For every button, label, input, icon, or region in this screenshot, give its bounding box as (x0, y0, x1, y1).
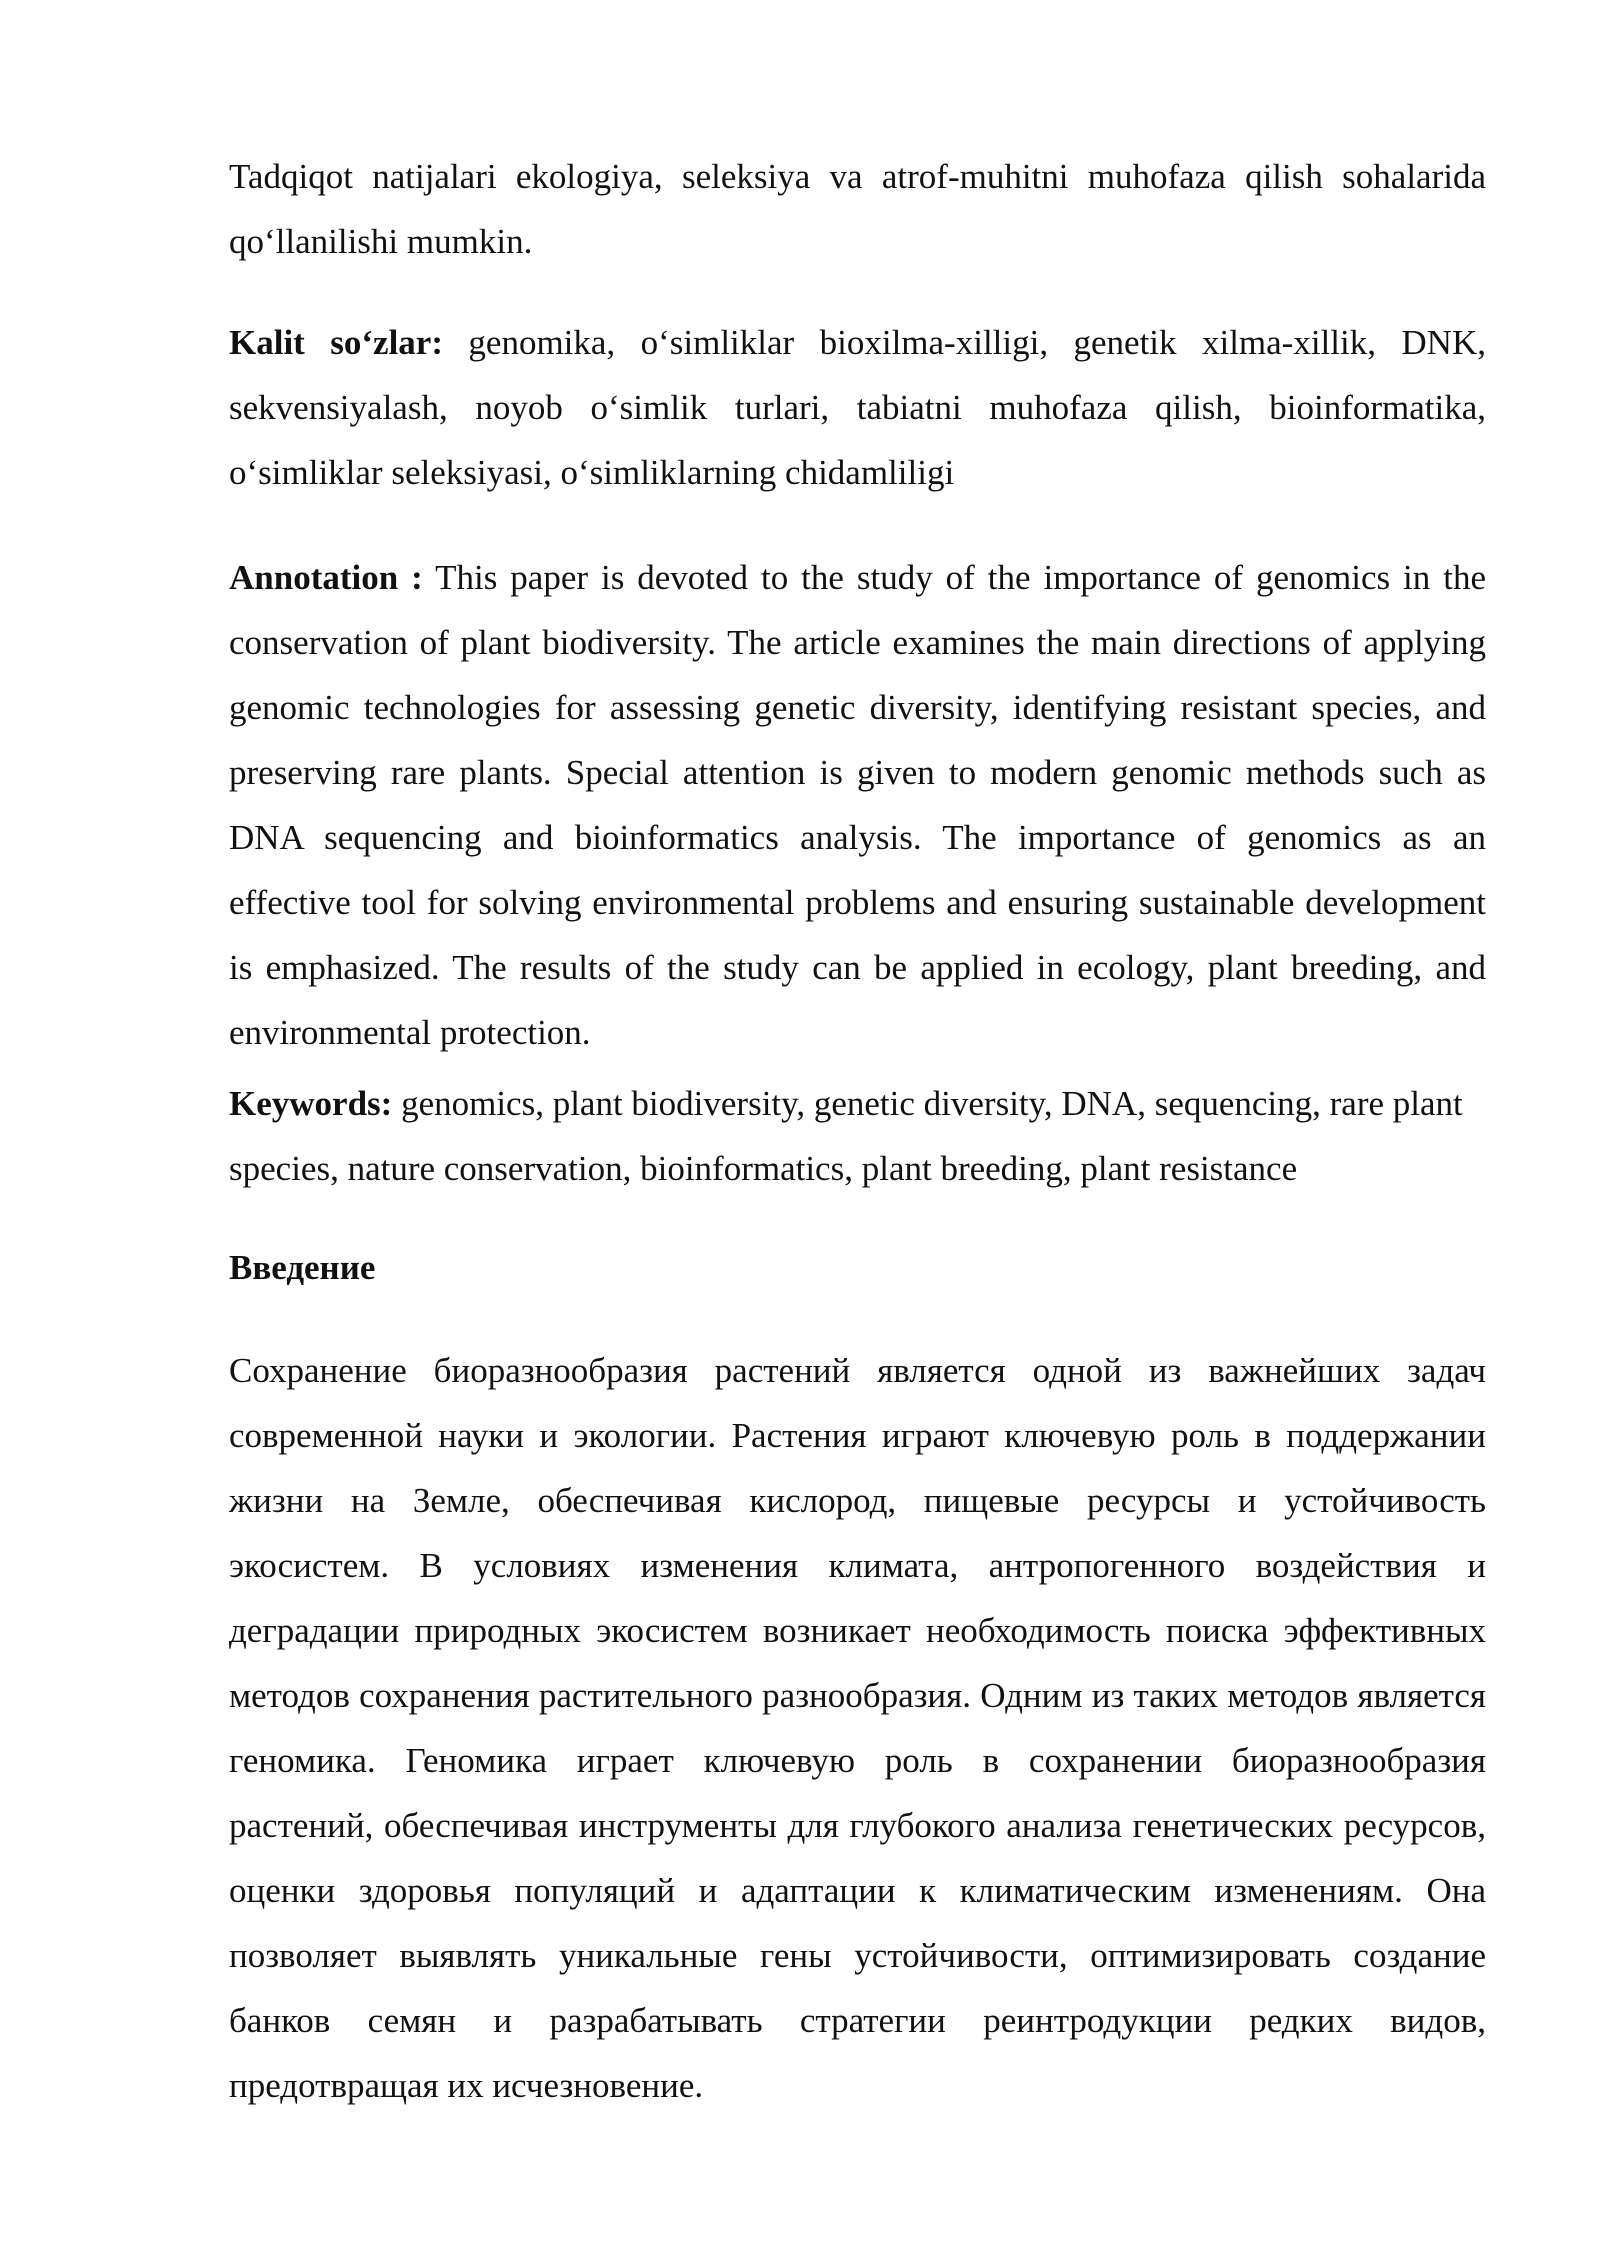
english-keywords-label: Keywords: (229, 1084, 393, 1123)
introduction-heading-block (229, 1235, 1486, 1300)
uzbek-keywords-text: genomika, o‘simliklar bioxilma-xilligi, genetik xilma-xillik, DNK, sekvensiyalash, noyob o‘simlik turlari, tabiatni muhofaza qilish, bioinformatika, o‘simliklar seleksiyasi, o‘simliklarning chidamliligi (229, 323, 1486, 492)
uzbek-keywords (229, 310, 1486, 505)
annotation-label: Annotation : (229, 558, 423, 597)
annotation-paragraph (229, 545, 1486, 1065)
annotation-section (229, 545, 1486, 1065)
introduction-paragraph: Сохранение биоразнообразия растений является одной из важнейших задач современной науки и экологии. Растения играют ключевую роль в поддержании жизни на Земле, обеспечивая кислород, пищевые ресурсы и устойчивость экосистем. В условиях изменения климата, антропогенного воздействия и деградации природных экосистем возникает необходимость поиска эффективных методов сохранения растительного разнообразия. Одним из таких методов является геномика. Геномика играет ключевую роль в сохранении биоразнообразия растений, обеспечивая инструменты для глубокого анализа генетических ресурсов, оценки здоровья популяций и адаптации к климатическим изменениям. Она позволяет выявлять уникальные гены устойчивости, оптимизировать создание банков семян и разрабатывать стратегии реинтродукции редких видов, предотвращая их исчезновение. (229, 1351, 1486, 2105)
english-keywords-text: genomics, plant biodiversity, genetic diversity, DNA, sequencing, rare plant species, nature conservation, bioinformatics, plant breeding, plant resistance (229, 1084, 1463, 1188)
annotation-text: This paper is devoted to the study of the importance of genomics in the conservation of plant biodiversity. The article examines the main directions of applying genomic technologies for assessing genetic diversity, identifying resistant species, and preserving rare plants. Special attention is given to modern genomic methods such as DNA sequencing and bioinformatics analysis. The importance of genomics as an effective tool for solving environmental problems and ensuring sustainable development is emphasized. The results of the study can be applied in ecology, plant breeding, and environmental protection. (229, 558, 1486, 1052)
section-heading: Введение (229, 1248, 376, 1287)
introduction-body (229, 1338, 1486, 2118)
abstract-continuation (229, 144, 1486, 274)
uzbek-keywords-label: Kalit so‘zlar: (229, 323, 443, 362)
english-keywords (229, 1071, 1486, 1201)
english-keywords-paragraph (229, 1071, 1486, 1201)
uzbek-keywords-paragraph (229, 310, 1486, 505)
abstract-continuation-text: Tadqiqot natijalari ekologiya, seleksiya va atrof-muhitni muhofaza qilish sohalarida qo‘llanilishi mumkin. (229, 157, 1486, 261)
